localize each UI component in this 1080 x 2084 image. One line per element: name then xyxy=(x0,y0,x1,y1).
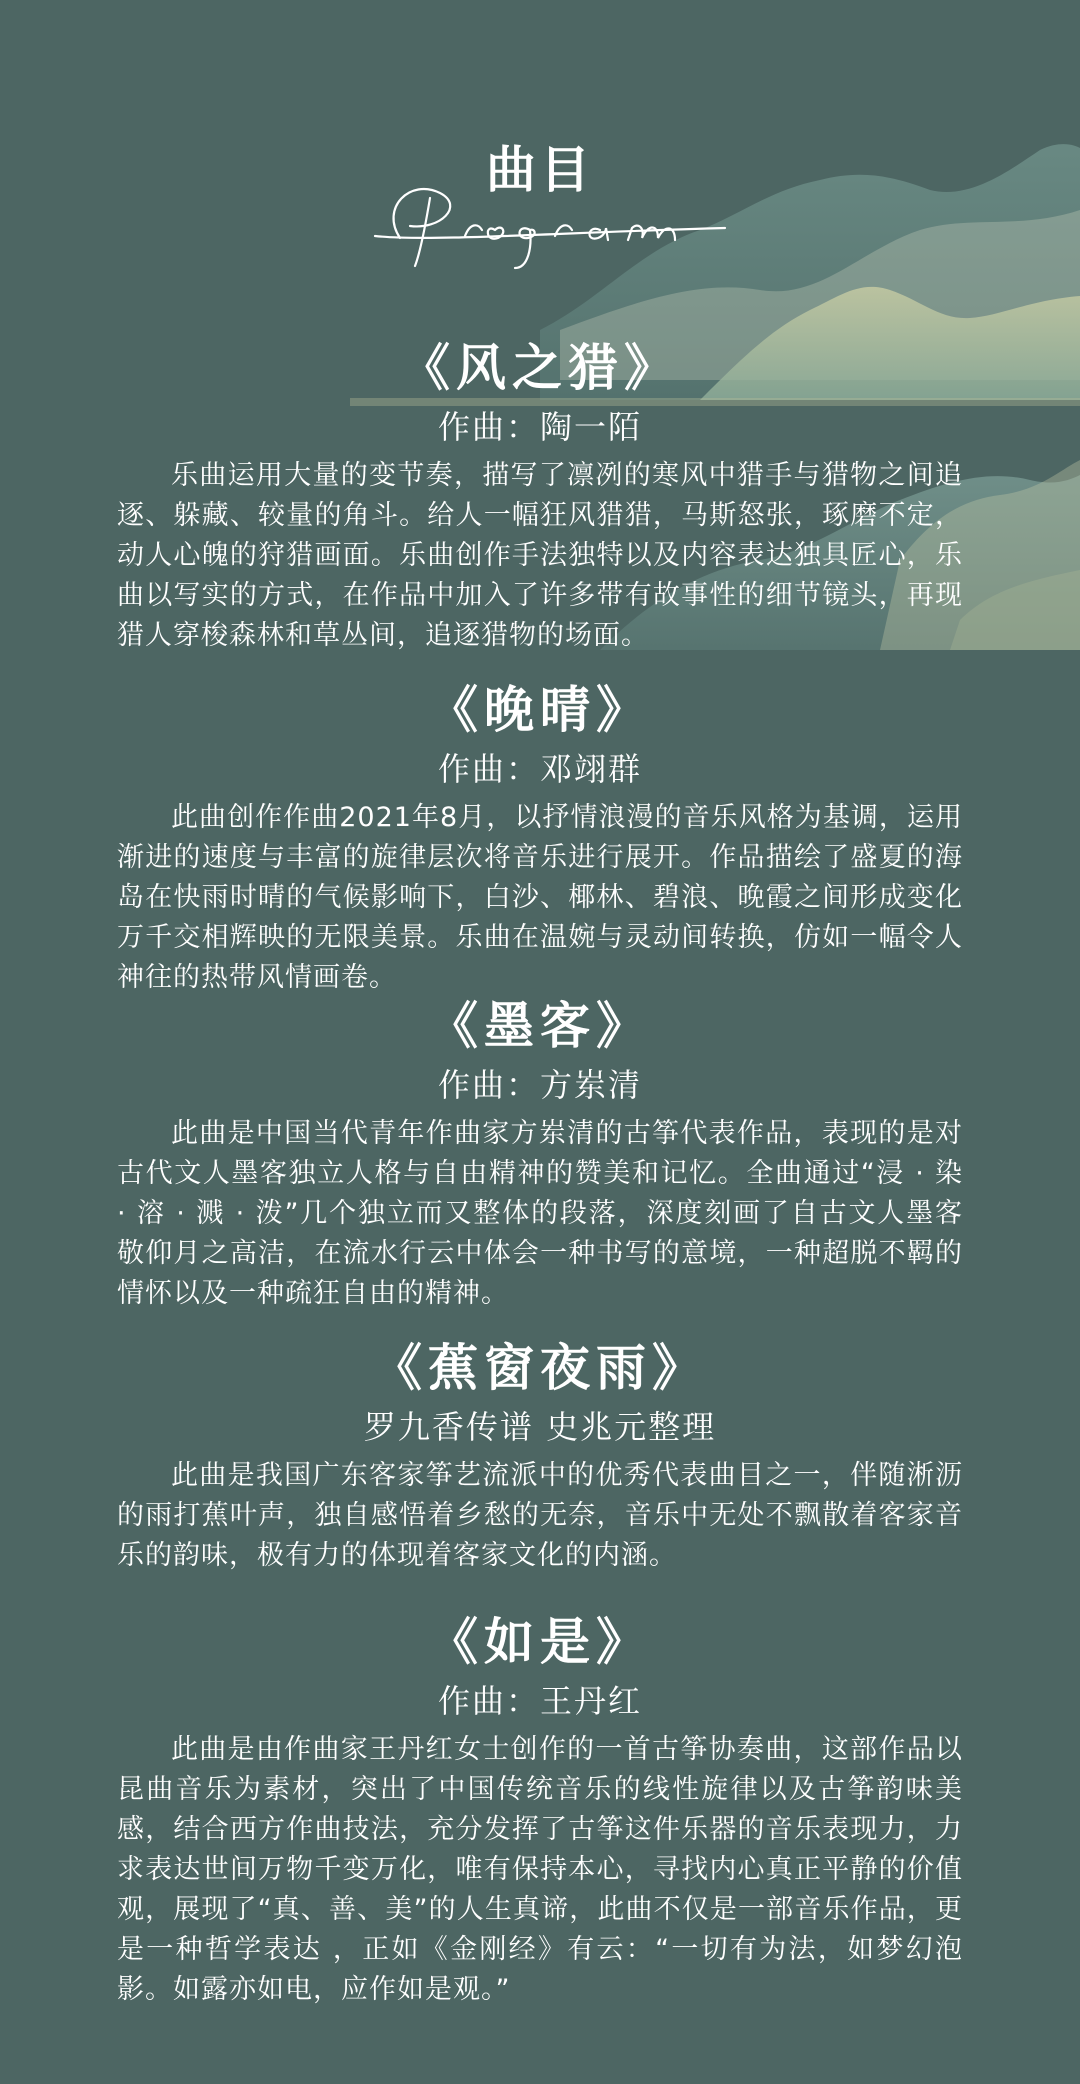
piece-composer: 罗九香传谱 史兆元整理 xyxy=(363,1408,717,1446)
piece-title: 《风之猎》 xyxy=(400,338,680,397)
page-title: 曲目 xyxy=(486,141,594,199)
piece-description: 此曲是我国广东客家筝艺流派中的优秀代表曲目之一，伴随淅沥的雨打蕉叶声，独自感悟着乡愁的无奈，音乐中无处不飘散着客家音乐的韵味，极有力的体现着客家文化的内涵。 xyxy=(117,1460,963,1571)
piece-section xyxy=(0,1610,1080,2010)
piece-composer: 作曲：邓翊群 xyxy=(437,750,642,788)
piece-description: 乐曲运用大量的变节奏，描写了凛冽的寒风中猎手与猎物之间追逐、躲藏、较量的角斗。给人一幅狂风猎猎，马斯怒张，琢磨不定，动人心魄的狩猎画面。乐曲创作手法独特以及内容表达独具匠心，乐曲以写实的方式，在作品中加入了许多带有故事性的细节镜头，再现猎人穿梭森林和草丛间，追逐猎物的场面。 xyxy=(117,460,963,651)
piece-composer: 作曲：方岽清 xyxy=(437,1066,642,1104)
program-script-lettering xyxy=(370,168,730,278)
piece-section xyxy=(0,994,1080,1314)
piece-section xyxy=(0,1336,1080,1576)
piece-description: 此曲创作作曲2021年8月，以抒情浪漫的音乐风格为基调，运用渐进的速度与丰富的旋律层次将音乐进行展开。作品描绘了盛夏的海岛在快雨时晴的气候影响下，白沙、椰林、碧浪、晚霞之间形成变化万千交相辉映的无限美景。乐曲在温婉与灵动间转换，仿如一幅令人神往的热带风情画卷。 xyxy=(117,802,963,993)
piece-title: 《晚晴》 xyxy=(428,680,652,739)
piece-title: 《如是》 xyxy=(428,1612,652,1671)
piece-title: 《蕉窗夜雨》 xyxy=(372,1338,708,1397)
piece-description: 此曲是中国当代青年作曲家方岽清的古筝代表作品，表现的是对古代文人墨客独立人格与自由精神的赞美和记忆。全曲通过“浸 · 染 · 溶 · 溅 · 泼”几个独立而又整体的段落，深度刻画了自古文人墨客敬仰月之高洁，在流水行云中体会一种书写的意境，一种超脱不羁的情怀以及一种疏狂自由的精神。 xyxy=(117,1118,963,1309)
piece-section xyxy=(0,678,1080,998)
piece-section xyxy=(0,336,1080,656)
piece-title: 《墨客》 xyxy=(428,996,652,1055)
piece-composer: 作曲：王丹红 xyxy=(437,1682,642,1720)
program-header xyxy=(0,130,1080,280)
piece-composer: 作曲：陶一陌 xyxy=(437,408,642,446)
piece-description: 此曲是由作曲家王丹红女士创作的一首古筝协奏曲，这部作品以昆曲音乐为素材，突出了中国传统音乐的线性旋律以及古筝韵味美感，结合西方作曲技法，充分发挥了古筝这件乐器的音乐表现力，力求表达世间万物千变万化，唯有保持本心，寻找内心真正平静的价值观，展现了“真、善、美”的人生真谛，此曲不仅是一部音乐作品，更是一种哲学表达 ，正如《金刚经》有云：“一切有为法，如梦幻泡影。如露亦如电，应作如是观。” xyxy=(117,1734,963,2005)
